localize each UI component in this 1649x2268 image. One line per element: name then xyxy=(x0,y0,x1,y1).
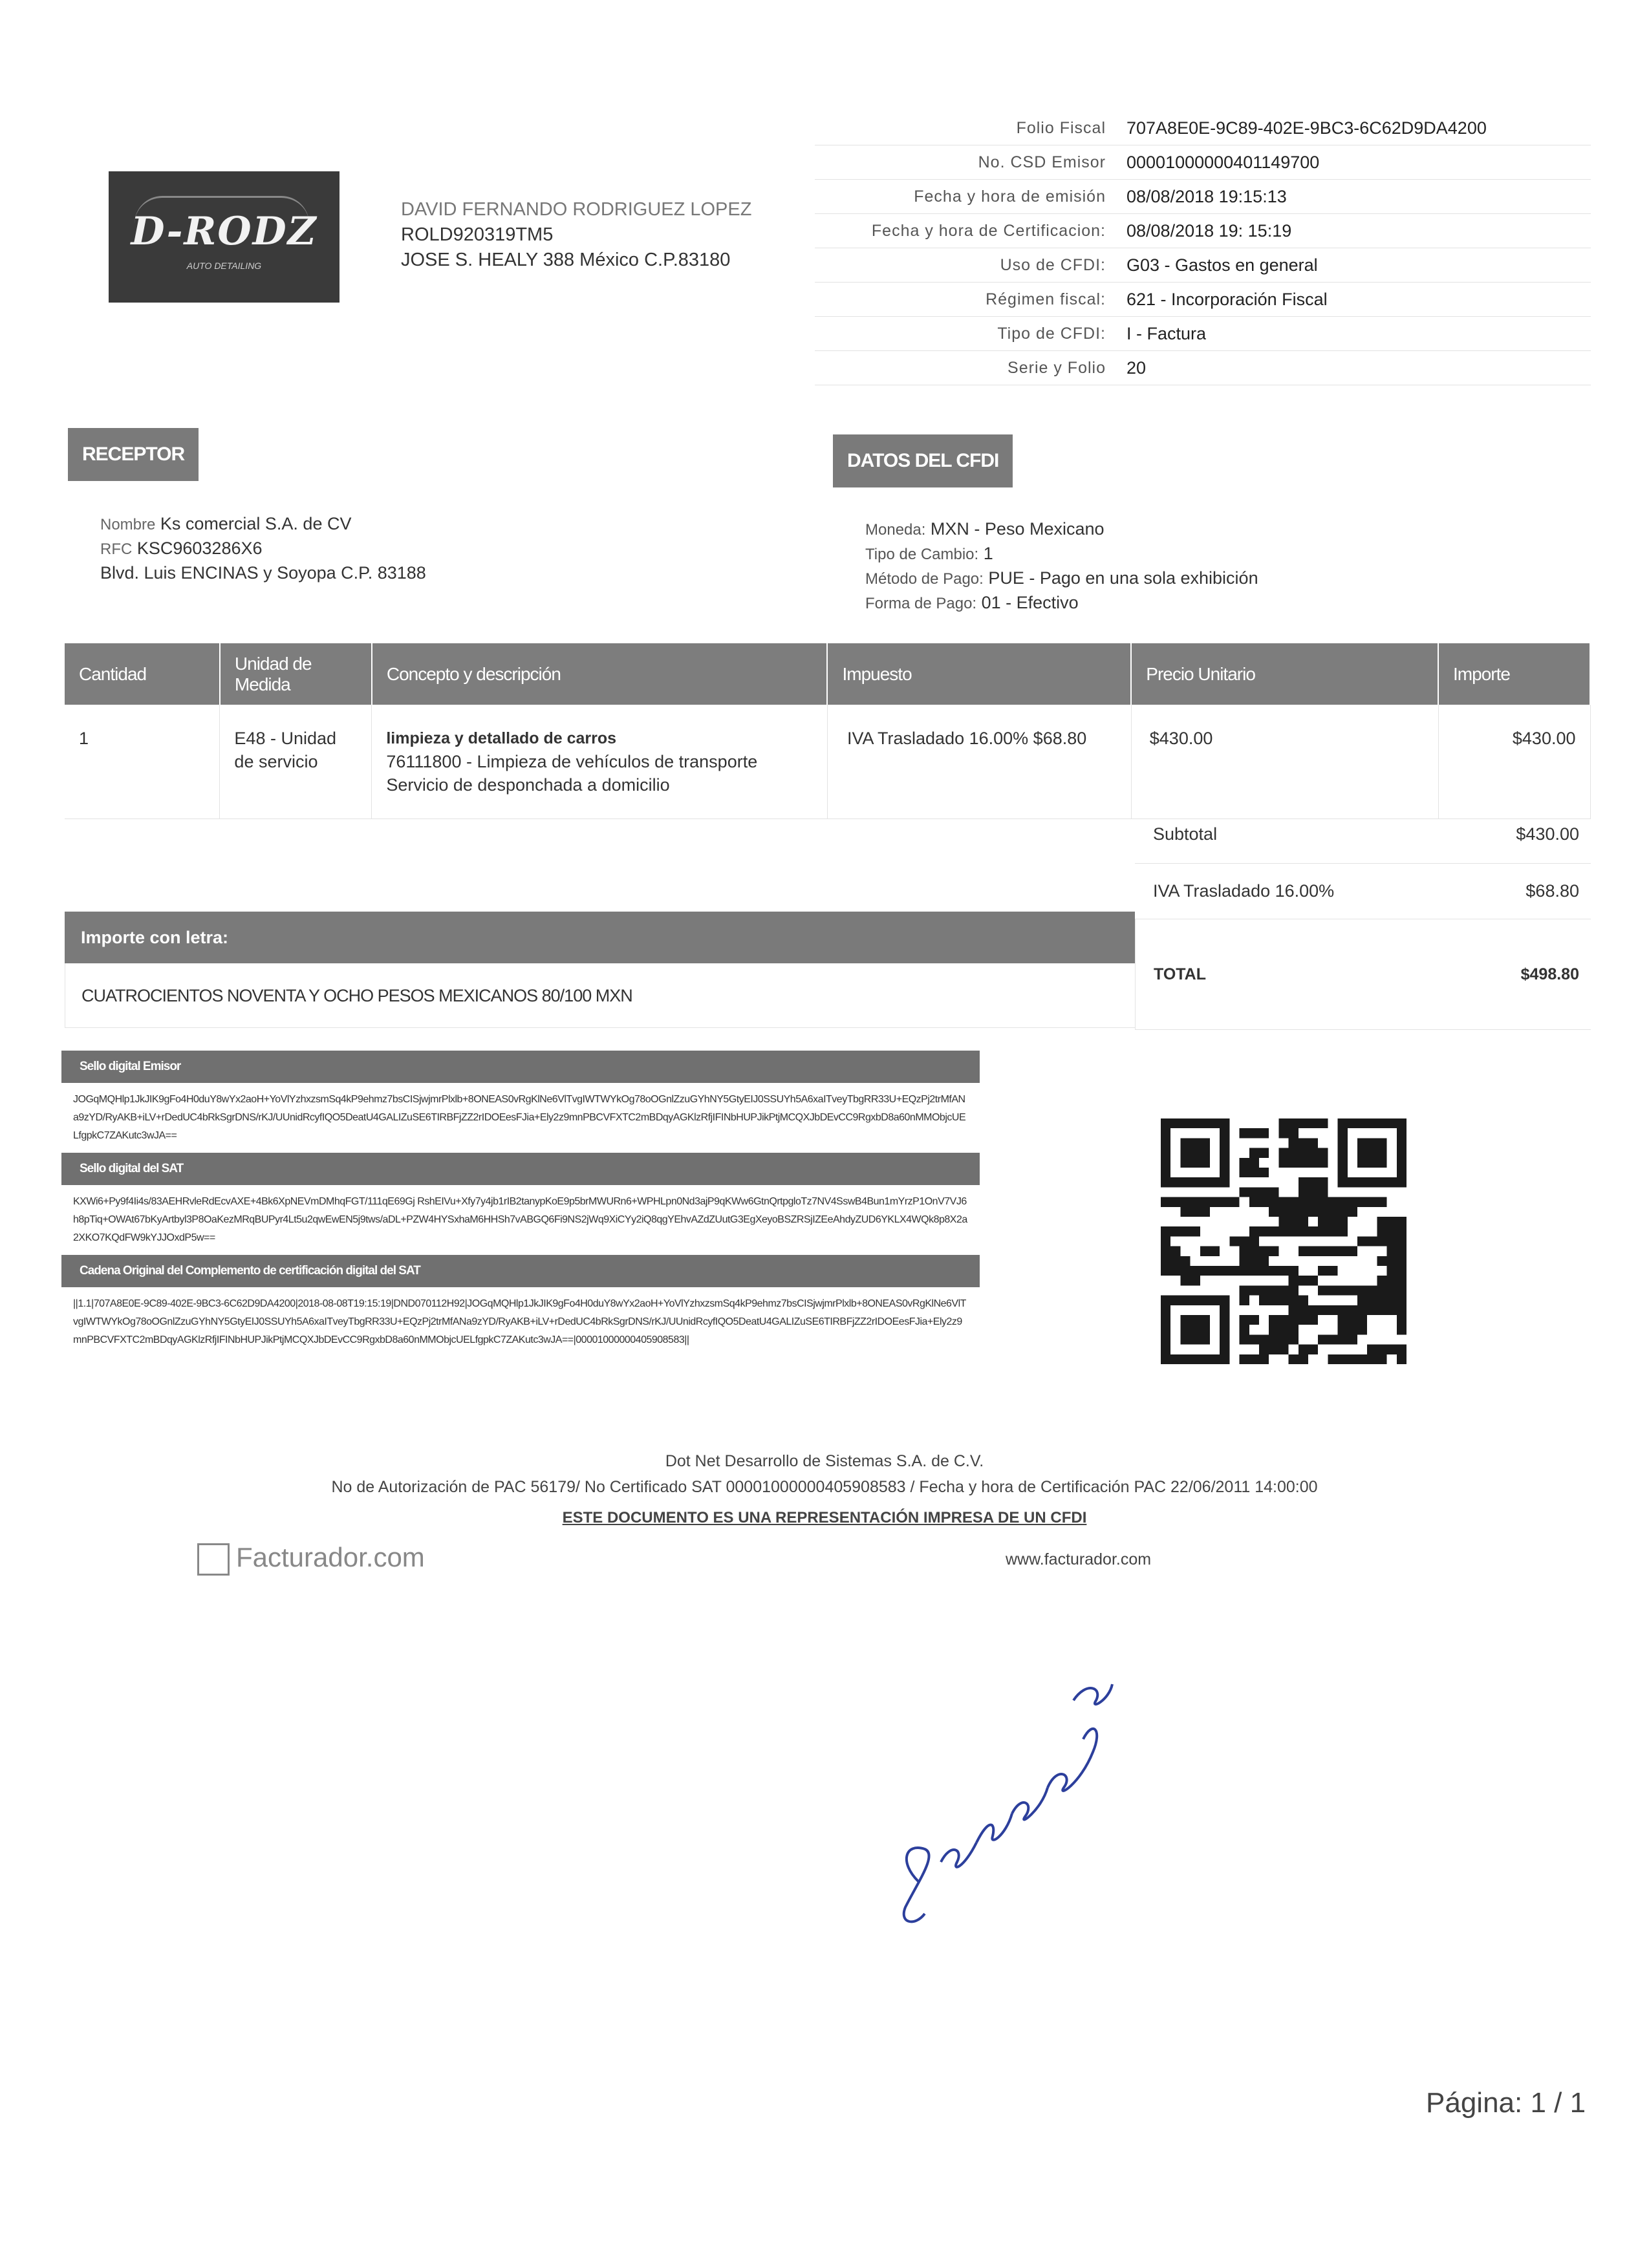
datos-cfdi-info xyxy=(865,517,1258,615)
sello-sat-value: KXWi6+Py9f4Ii4s/83AEHRvleRdEcvAXE+4Bk6XpNEVmDMhqFGT/111qE69Gj RshEIVu+Xfy7y4jb1rIB2tanypKoE9p5brMWURn6+WPHLpn0Nd3ajP9qKWw6GtnQrtpgloTz7NV4SswB4Bun1mYrzP1OnV7VJ6h8pTiq+OWAt67bKyArtbyl3P8OaKezMRqBUPyr4Lt5u2qwEwEN5j9tws/aDL+PZW4HYSxhaM6HHSh7vABGQ6Fi9NS2jWq9XiCYy2iQ8qgYEhvAZdZUutG3EgXeyoBSZRSjIZEeAhdyZUD6YKLX4WQk8p8X2a2XKO7KQdFW9kYJJOxdP5w== xyxy=(73,1196,967,1243)
receptor-tag: RECEPTOR xyxy=(68,428,199,481)
concepto-title: limpieza y detallado de carros xyxy=(386,729,617,747)
folio-row xyxy=(815,248,1591,283)
col-header-precio: Precio Unitario xyxy=(1131,643,1438,705)
forma-pago-label: Forma de Pago: xyxy=(865,595,977,612)
cell-importe: $430.00 xyxy=(1438,705,1590,819)
invoice-icon xyxy=(197,1543,230,1576)
cadena-original-header: Cadena Original del Complemento de certificación digital del SAT xyxy=(61,1255,980,1287)
metodo-pago-value: PUE - Pago en una sola exhibición xyxy=(988,568,1258,588)
moneda-value: MXN - Peso Mexicano xyxy=(930,519,1105,539)
folio-value: 707A8E0E-9C89-402E-9BC3-6C62D9DA4200 xyxy=(1126,118,1487,138)
iva-label: IVA Trasladado 16.00% xyxy=(1153,881,1335,901)
totals-block xyxy=(1135,805,1591,1030)
facturador-url: www.facturador.com xyxy=(1006,1550,1152,1568)
forma-pago-value: 01 - Efectivo xyxy=(981,593,1079,612)
total-label: TOTAL xyxy=(1154,965,1207,983)
footer-disclaimer: ESTE DOCUMENTO ES UNA REPRESENTACIÓN IMPRESA DE UN CFDI xyxy=(562,1509,1087,1526)
sello-emisor-header: Sello digital Emisor xyxy=(61,1051,980,1083)
cell-concepto xyxy=(372,705,828,819)
folio-value: 08/08/2018 19:15:13 xyxy=(1126,186,1287,206)
subtotal-row xyxy=(1135,805,1591,864)
moneda-label: Moneda: xyxy=(865,521,926,539)
folio-label: Serie y Folio xyxy=(1008,358,1106,377)
receptor-rfc: KSC9603286X6 xyxy=(136,539,263,558)
datos-cfdi-tag: DATOS DEL CFDI xyxy=(833,434,1013,487)
cell-unidad: E48 - Unidad de servicio xyxy=(220,705,372,819)
folio-row xyxy=(815,283,1591,317)
issuer-name: DAVID FERNANDO RODRIGUEZ LOPEZ xyxy=(401,199,752,220)
digital-seals xyxy=(61,1051,980,1357)
sello-emisor-value: JOGqMQHlp1JkJIK9gFo4H0duY8wYx2aoH+YoVlYzhxzsmSq4kP9ehmz7bsCISjwjmrPlxlb+8ONEAS0vRgKlNe6VlTvgIWTWYkOg78oOGnlZzuGYhNY5GtyEIJ0SSUYh5A6xaITveyTbgRR33U+EQzPj2trMfANa9zYD/RyAKB+iLV+rDedUC4bRkSgrDNS/rKJ/UUnidRcyfIQO5DeatU4GALIZuSE6TIRBFjZZ2rIDOEesFJia+Ely2z9mnPBCVFXTC2mBDqyAGKlzRfjIFINbHUPJikPtjMCQXJbDEvCC9RgxbD8a60nMMObjcUELfgpkC7ZAKutc3wJA== xyxy=(73,1094,966,1141)
col-header-cantidad: Cantidad xyxy=(65,643,220,705)
tipo-cambio-label: Tipo de Cambio: xyxy=(865,546,979,563)
items-header-row xyxy=(65,643,1590,705)
folio-label: Tipo de CFDI: xyxy=(997,324,1106,343)
receptor-nombre-label: Nombre xyxy=(100,516,156,533)
importe-letra-header: Importe con letra: xyxy=(65,912,1135,963)
folio-value: 08/08/2018 19: 15:19 xyxy=(1126,220,1292,241)
receptor-address: Blvd. Luis ENCINAS y Soyopa C.P. 83188 xyxy=(100,563,426,583)
page-number: Página: 1 / 1 xyxy=(1426,2087,1586,2119)
facturador-logo xyxy=(197,1542,425,1576)
qr-code-icon xyxy=(1161,1118,1406,1364)
concepto-line1: 76111800 - Limpieza de vehículos de transporte xyxy=(386,752,758,771)
folio-label: Fecha y hora de Certificacion: xyxy=(871,221,1106,240)
footer xyxy=(58,1448,1591,1531)
folio-row xyxy=(815,351,1591,385)
folio-row xyxy=(815,111,1591,145)
concepto-line2: Servicio de desponchada a domicilio xyxy=(386,775,670,795)
folio-row xyxy=(815,145,1591,180)
folio-info-table xyxy=(815,111,1591,385)
importe-letra-value: CUATROCIENTOS NOVENTA Y OCHO PESOS MEXICANOS 80/100 MXN xyxy=(65,963,1135,1028)
company-logo xyxy=(109,171,339,303)
footer-pac-line: No de Autorización de PAC 56179/ No Certificado SAT 00001000000405908583 / Fecha y hora de Certificación PAC 22/06/2011 14:00:00 xyxy=(331,1478,1318,1496)
folio-label: Régimen fiscal: xyxy=(986,290,1106,308)
subtotal-label: Subtotal xyxy=(1153,824,1218,844)
col-header-concepto: Concepto y descripción xyxy=(372,643,828,705)
folio-row xyxy=(815,317,1591,351)
col-header-importe: Importe xyxy=(1438,643,1590,705)
facturador-brand: Facturador.com xyxy=(236,1542,425,1572)
footer-company: Dot Net Desarrollo de Sistemas S.A. de C.V. xyxy=(665,1452,984,1470)
metodo-pago-label: Método de Pago: xyxy=(865,570,984,588)
logo-text: D-RODZ xyxy=(131,209,318,254)
iva-row xyxy=(1135,864,1591,919)
total-row xyxy=(1135,919,1591,1030)
folio-label: Uso de CFDI: xyxy=(1000,255,1106,274)
folio-value: 00001000000401149700 xyxy=(1126,152,1320,172)
col-header-impuesto: Impuesto xyxy=(827,643,1131,705)
receptor-rfc-label: RFC xyxy=(100,540,133,558)
cell-impuesto: IVA Trasladado 16.00% $68.80 xyxy=(827,705,1131,819)
folio-value: I - Factura xyxy=(1126,323,1207,343)
folio-value: G03 - Gastos en general xyxy=(1126,255,1318,275)
issuer-address: JOSE S. HEALY 388 México C.P.83180 xyxy=(401,250,731,270)
folio-row xyxy=(815,214,1591,248)
handwritten-signature-icon xyxy=(879,1649,1125,1933)
logo-subtext: AUTO DETAILING xyxy=(186,261,262,271)
folio-label: Folio Fiscal xyxy=(1016,118,1106,137)
subtotal-value: $430.00 xyxy=(1516,824,1579,844)
items-table xyxy=(65,643,1591,819)
tipo-cambio-value: 1 xyxy=(983,544,993,563)
iva-value: $68.80 xyxy=(1525,881,1579,901)
total-value: $498.80 xyxy=(1520,965,1579,983)
folio-value: 20 xyxy=(1126,358,1147,378)
folio-label: Fecha y hora de emisión xyxy=(914,187,1106,206)
folio-row xyxy=(815,180,1591,214)
table-row xyxy=(65,705,1590,819)
issuer-rfc: ROLD920319TM5 xyxy=(401,224,554,245)
issuer-info xyxy=(401,197,751,273)
folio-label: No. CSD Emisor xyxy=(978,153,1106,171)
cadena-original-value: ||1.1|707A8E0E-9C89-402E-9BC3-6C62D9DA4200|2018-08-08T19:15:19|DND070112H92|JOGqMQHlp1JkJIK9gFo4H0duY8wYx2aoH+YoVlYzhxzsmSq4kP9ehmz7bsCISjwjmrPlxlb+8ONEAS0vRgKlNe6VlTvgIWTWYkOg78oOGnlZzuGYhNY5GtyEIJ0SSUYh5A6xaITveyTbgRR33U+EQzPj2trMfANa9zYD/RyAKB+iLV+rDedUC4bRkSgrDNS/rKJ/UUnidRcyfIQO5DeatU4GALIZuSE6TIRBFjZZ2rIDOEesFJia+Ely2z9mnPBCVFXTC2mBDqyAGKlzRfjIFINbHUPJikPtjMCQXJbDEvCC9RgxbD8a60nMMObjcUELfgpkC7ZAKutc3wJA==|00001000000405908583|| xyxy=(73,1298,966,1345)
receptor-nombre: Ks comercial S.A. de CV xyxy=(160,514,352,533)
col-header-unidad: Unidad de Medida xyxy=(220,643,372,705)
cell-cantidad: 1 xyxy=(65,705,220,819)
folio-value: 621 - Incorporación Fiscal xyxy=(1126,289,1328,309)
sello-sat-header: Sello digital del SAT xyxy=(61,1153,980,1185)
cell-precio: $430.00 xyxy=(1131,705,1438,819)
receptor-info xyxy=(100,512,426,584)
